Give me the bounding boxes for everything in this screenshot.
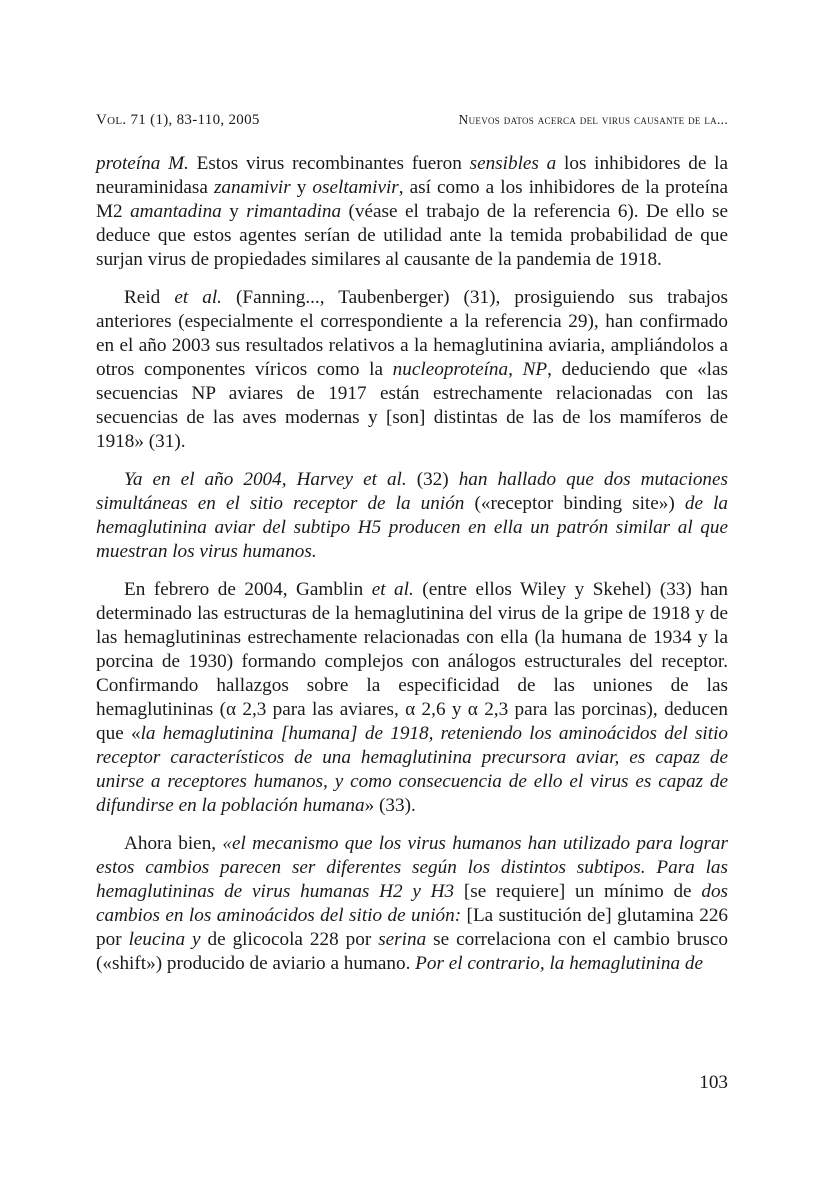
text-run: (Fanning..., Taubenberger) (31), prosiguiendo sus trabajos anteriores (especialmente el correspondiente a la referencia 29), han confirmado en el año 2003 sus resultados relativos a la hemaglutinina aviaria, ampliándolos a otros componentes víricos como la: [96, 287, 728, 380]
paragraph-2: [96, 286, 728, 454]
text-run: [se requiere] un mínimo de: [454, 881, 702, 902]
italic-text: et al.: [371, 579, 414, 600]
paragraph-1: [96, 152, 728, 272]
text-run: (entre ellos Wiley y Skehel) (33) han determinado las estructuras de la hemaglutinina del virus de la gripe de 1918 y de las hemaglutininas estrechamente relacionadas con ella (la humana de 1934 y la porcina de 1930) formando complejos con análogos estructurales del receptor. Confirmando hallazgos sobre la especificidad de las uniones de las hemaglutininas (α 2,3 para las aviares, α 2,6 y α 2,3 para las porcinas), deducen que «: [96, 579, 728, 744]
italic-text: dos cambios en los aminoácidos del sitio de unión:: [96, 881, 728, 926]
italic-text: leucina y: [128, 929, 201, 950]
italic-text: Ya en el año 2004, Harvey et al.: [124, 469, 407, 490]
italic-text: oseltamivir: [312, 177, 399, 198]
text-run: Estos virus recombinantes fueron: [188, 153, 470, 174]
italic-text: Por el contrario, la hemaglutinina de: [415, 953, 703, 974]
italic-text: proteína M.: [96, 153, 189, 174]
journal-citation: Vol. 71 (1), 83-110, 2005: [96, 112, 260, 128]
body-text: [96, 152, 728, 990]
paragraph-5: [96, 832, 728, 976]
paragraph-4: [96, 578, 728, 818]
italic-text: nucleoproteína, NP: [392, 359, 548, 380]
italic-text: la hemaglutinina [humana] de 1918, reteniendo los aminoácidos del sitio receptor característicos de una hemaglutinina precursora aviar, es capaz de unirse a receptores humanos, y como consecuencia de ello el virus es capaz de difundirse en la población humana: [96, 723, 728, 816]
text-run: y: [290, 177, 313, 198]
text-run: , deduciendo que «las secuencias NP aviares de 1917 están estrechamente relacionadas con las secuencias de las aves modernas y [son] distintas de las de los mamíferos de 1918» (31).: [96, 359, 728, 452]
text-run: » (33).: [364, 795, 416, 816]
italic-text: amantadina: [130, 201, 222, 222]
italic-text: «el mecanismo que los virus humanos han utilizado para lograr estos cambios parecen ser diferentes según los distintos subtipos. Para las hemaglutininas de virus humanas H2 y H3: [96, 833, 728, 902]
text-run: (32): [406, 469, 459, 490]
text-run: [La sustitución de] glutamina 226 por: [96, 905, 729, 950]
text-run: , así como a los inhibidores de la proteína M2: [96, 177, 729, 222]
italic-text: zanamivir: [213, 177, 291, 198]
article-short-title: Nuevos datos acerca del virus causante de la...: [458, 112, 728, 127]
text-run: Reid: [124, 287, 175, 308]
italic-text: serina: [378, 929, 427, 950]
italic-text: rimantadina: [246, 201, 342, 222]
text-run: (véase el trabajo de la referencia 6). De ello se deduce que estos agentes serían de utilidad ante la temida probabilidad de que surjan virus de propiedades similares al causante de la pandemia de 1918.: [96, 201, 728, 270]
italic-text: et al.: [174, 287, 222, 308]
italic-text: han hallado que dos mutaciones simultáneas en el sitio receptor de la unión: [96, 469, 728, 514]
text-run: y: [221, 201, 247, 222]
text-run: de glicocola 228 por: [200, 929, 379, 950]
italic-text: sensibles a: [469, 153, 557, 174]
text-run: los inhibidores de la neuraminidasa: [96, 153, 729, 198]
paragraph-3: [96, 468, 728, 564]
text-run: Ahora bien,: [124, 833, 223, 854]
text-run: («receptor binding site»): [464, 493, 685, 514]
page-number: 103: [699, 1072, 728, 1093]
italic-text: de la hemaglutinina aviar del subtipo H5 producen en ella un patrón similar al que muestran los virus humanos.: [96, 493, 729, 562]
text-run: se correlaciona con el cambio brusco («shift») producido de aviario a humano.: [96, 929, 728, 974]
running-header: [96, 112, 728, 132]
text-run: En febrero de 2004, Gamblin: [124, 579, 372, 600]
